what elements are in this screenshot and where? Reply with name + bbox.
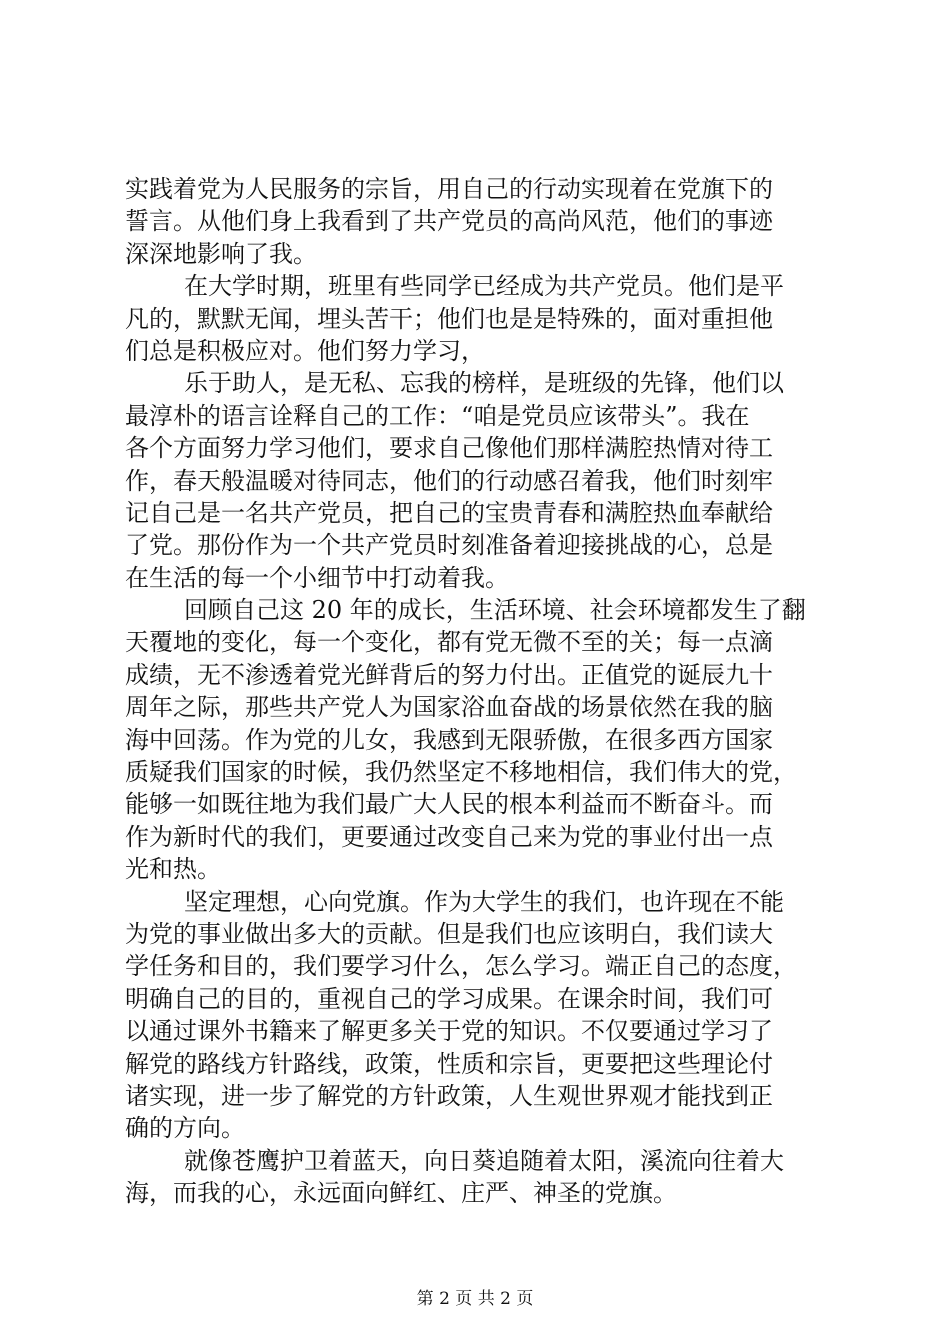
text-line: 乐于助人，是无私、忘我的榜样，是班级的先锋，他们以 — [184, 369, 784, 398]
text-line: 誓言。从他们身上我看到了共产党员的高尚风范，他们的事迹 — [125, 207, 773, 236]
text-line: 能够一如既往地为我们最广大人民的根本利益而不断奋斗。而 — [125, 790, 773, 819]
text-line: 回顾自己这 20 年的成长，生活环境、社会环境都发生了翻 — [184, 596, 806, 625]
text-line: 最淳朴的语言诠释自己的工作：“咱是党员应该带头”。我在 — [125, 401, 750, 430]
text-line: 就像苍鹰护卫着蓝天，向日葵追随着太阳，溪流向往着大 — [184, 1146, 784, 1175]
text-line: 在大学时期，班里有些同学已经成为共产党员。他们是平 — [184, 272, 784, 301]
text-line: 海，而我的心，永远面向鲜红、庄严、神圣的党旗。 — [125, 1179, 677, 1208]
text-line: 作为新时代的我们，更要通过改变自己来为党的事业付出一点 — [125, 822, 773, 851]
text-line: 作，春天般温暖对待同志，他们的行动感召着我，他们时刻牢 — [125, 466, 773, 495]
text-line: 天覆地的变化，每一个变化，都有党无微不至的关；每一点滴 — [125, 628, 773, 657]
text-line: 诸实现，进一步了解党的方针政策，人生观世界观才能找到正 — [125, 1081, 773, 1110]
text-line: 了党。那份作为一个共产党员时刻准备着迎接挑战的心，总是 — [125, 531, 773, 560]
text-line: 以通过课外书籍来了解更多关于党的知识。不仅要通过学习了 — [125, 1017, 773, 1046]
text-line: 凡的，默默无闻，埋头苦干；他们也是是特殊的，面对重担他 — [125, 304, 773, 333]
text-line: 光和热。 — [125, 855, 221, 884]
text-line: 学任务和目的，我们要学习什么，怎么学习。端正自己的态度， — [125, 952, 797, 981]
text-line: 确的方向。 — [125, 1114, 245, 1143]
text-line: 记自己是一名共产党员，把自己的宝贵青春和满腔热血奉献给 — [125, 498, 773, 527]
text-line: 解党的路线方针路线，政策，性质和宗旨，更要把这些理论付 — [125, 1049, 773, 1078]
text-line: 为党的事业做出多大的贡献。但是我们也应该明白，我们读大 — [125, 919, 773, 948]
document-body — [125, 173, 830, 1210]
text-line: 深深地影响了我。 — [125, 239, 317, 268]
text-line: 明确自己的目的，重视自己的学习成果。在课余时间，我们可 — [125, 984, 773, 1013]
text-line: 实践着党为人民服务的宗旨，用自己的行动实现着在党旗下的 — [125, 175, 773, 203]
text-line: 们总是积极应对。他们努力学习， — [125, 336, 485, 365]
text-line: 海中回荡。作为党的儿女，我感到无限骄傲，在很多西方国家 — [125, 725, 773, 754]
text-line: 质疑我们国家的时候，我仍然坚定不移地相信，我们伟大的党， — [125, 758, 797, 787]
page-footer: 第 2 页 共 2 页 — [416, 1289, 534, 1309]
text-line: 坚定理想，心向党旗。作为大学生的我们，也许现在不能 — [184, 887, 784, 916]
text-line: 成绩，无不渗透着党光鲜背后的努力付出。正值党的诞辰九十 — [125, 660, 773, 689]
text-line: 在生活的每一个小细节中打动着我。 — [125, 563, 509, 592]
text-line: 各个方面努力学习他们，要求自己像他们那样满腔热情对待工 — [125, 434, 773, 463]
text-line: 周年之际，那些共产党人为国家浴血奋战的场景依然在我的脑 — [125, 693, 773, 722]
